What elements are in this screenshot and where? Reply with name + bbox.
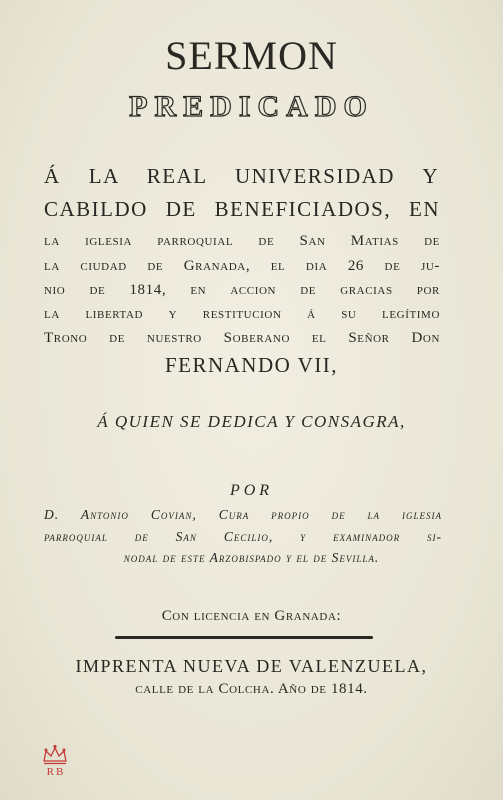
por: POR — [229, 482, 274, 499]
text-line-2: CABILDO DE BENEFICIADOS, EN — [44, 197, 440, 221]
title: SERMON — [165, 33, 338, 78]
license: Con licencia en Granada: — [161, 608, 342, 624]
author-line-2: parroquial de San Cecilio, y examinador si- — [44, 529, 442, 544]
text-line-7: Trono de nuestro Soberano el Señor Don — [44, 330, 440, 346]
library-stamp: RB — [46, 766, 66, 778]
dedication: Á QUIEN SE DEDICA Y CONSAGRA, — [97, 412, 406, 431]
text-line-3: la iglesia parroquial de San Matias de — [44, 233, 440, 249]
crown-icon — [39, 742, 71, 766]
divider-rule — [115, 636, 373, 639]
imprint-line-1: IMPRENTA NUEVA DE VALENZUELA, — [75, 656, 428, 676]
imprint-line-2: calle de la Colcha. Año de 1814. — [135, 681, 368, 697]
author-line-3: nodal de este Arzobispado y el de Sevilla. — [123, 550, 380, 565]
text-line-5: nio de 1814, en accion de gracias por — [44, 282, 440, 298]
text-line-1: Á LA REAL UNIVERSIDAD Y — [44, 164, 439, 188]
text-line-8: FERNANDO VII, — [164, 353, 339, 377]
author-line-1: D. Antonio Covian, Cura propio de la iglesia — [44, 507, 442, 522]
text-line-4: la ciudad de Granada, el dia 26 de ju- — [44, 258, 440, 274]
subtitle: PREDICADO — [129, 90, 374, 123]
text-line-6: la libertad y restitucion á su legítimo — [44, 306, 440, 322]
